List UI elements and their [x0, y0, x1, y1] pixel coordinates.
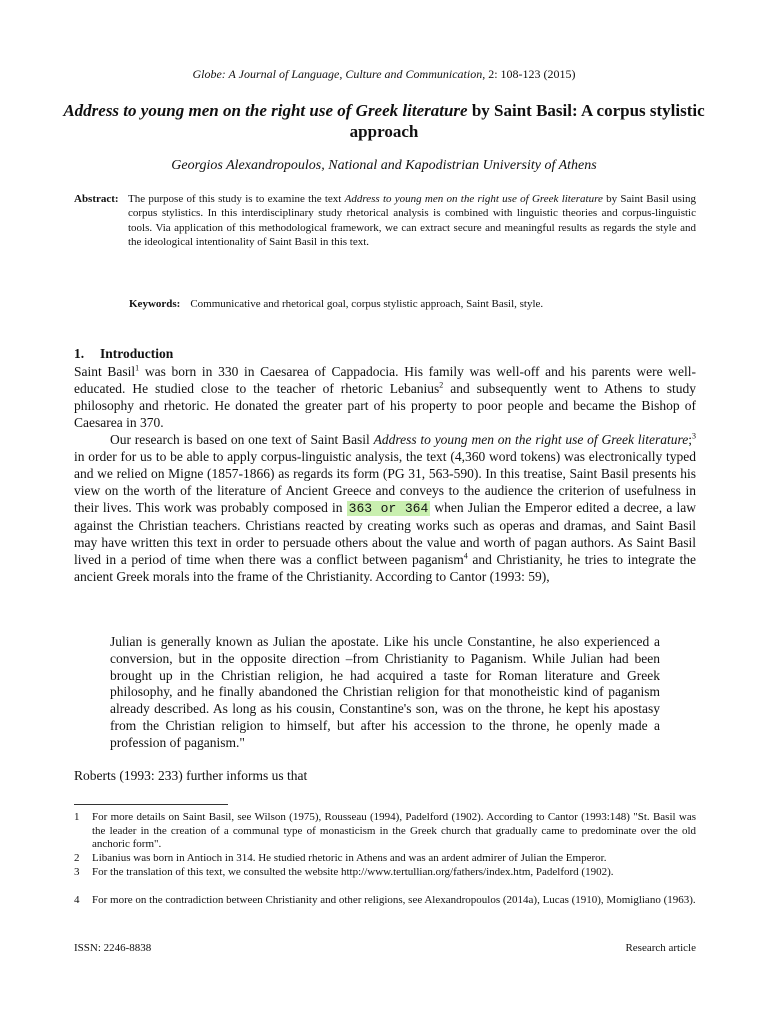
paragraph-1	[74, 363, 696, 431]
footnote-1	[74, 811, 696, 852]
abstract-text-italic: Address to young men on the right use of Greek literature	[344, 193, 603, 205]
footnote-3	[74, 866, 696, 880]
para1-text-c: and subsequently went to Athens to study philosophy and rhetoric. He donated the greater part of his property to poor people and became the Bishop of Caesarea in 370.	[74, 381, 697, 430]
section-number: 1.	[74, 346, 85, 361]
footer-article-type: Research article	[625, 942, 696, 954]
journal-header	[0, 67, 768, 82]
footnote-text: For more details on Saint Basil, see Wilson (1975), Rousseau (1994), Padelford (1902). According to Cantor (1993:148) "St. Basil was the leader in the creation of a communal type of monasticism in the Greek church that gradually came to predominate over the old anchoric form".	[92, 811, 696, 851]
journal-name: Globe: A Journal of Language, Culture and Communication	[192, 67, 483, 81]
body-text	[74, 363, 696, 585]
para2-italic-title: Address to young men on the right use of Greek literature	[373, 432, 689, 447]
author-line: Georgios Alexandropoulos, National and Kapodistrian University of Athens	[171, 158, 597, 173]
para2-text-a: Our research is based on one text of Saint Basil	[110, 432, 374, 447]
para2-text-b: ;	[688, 432, 692, 447]
footnote-number: 3	[74, 866, 80, 878]
roberts-line: Roberts (1993: 233) further informs us that	[74, 768, 308, 783]
abstract-text-2: by Saint Basil using corpus stylistics. In this interdisciplinary study rhetorical analysis is combined with linguistic theories and corpus-linguistic tools. Via application of this methodological framework, we can extract secure and meaningful results as regards the style and the ideological intentionality of Saint Basil in this text.	[128, 193, 696, 248]
footnote-text: Libanius was born in Antioch in 314. He studied rhetoric in Athens and was an ardent admirer of Julian the Emperor.	[92, 852, 607, 864]
footnote-divider	[74, 804, 228, 805]
abstract-block	[74, 192, 696, 249]
footnote-number: 2	[74, 852, 80, 864]
para2-text-e: and Christianity, he tries to integrate the ancient Greek morals into the frame of the Christianity. According to Cantor (1993: 59),	[74, 552, 696, 584]
para2-text-c: in order for us to be able to apply corpus-linguistic analysis, the text (4,360 word tokens) was electronically typed and we relied on Migne (1857-1866) as regards its form (PG 31, 563-590). In this treatise, Saint Basil presents his view on the worth of the literature of Ancient Greece and conveys to the audience the criterion of usefulness in their lives. This work was probably composed in	[74, 449, 696, 515]
paper-title	[60, 100, 708, 142]
footnote-2	[74, 852, 696, 866]
keywords-line	[129, 298, 543, 310]
section-title: Introduction	[100, 346, 174, 361]
footnote-ref-2[interactable]: 2	[439, 380, 444, 390]
footnote-text: For the translation of this text, we consulted the website http://www.tertullian.org/fathers/index.htm, Padelford (1902).	[92, 866, 614, 878]
footnote-ref-4[interactable]: 4	[463, 551, 468, 561]
footnote-number: 1	[74, 811, 80, 823]
footnote-text: For more on the contradiction between Christianity and other religions, see Alexandropoulos (2014a), Lucas (1910), Momigliano (1963).	[92, 894, 696, 906]
paragraph-2	[74, 431, 696, 585]
paper-title-italic: Address to young men on the right use of Greek literature	[63, 101, 468, 120]
para1-text-b: was born in 330 in Caesarea of Cappadocia. His family was well-off and his parents were well-educated. He studied close to the teacher of rhetoric Lebanius	[74, 364, 696, 396]
abstract-text-1: The purpose of this study is to examine the text	[128, 193, 345, 205]
journal-ref: , 2: 108-123 (2015)	[482, 67, 576, 81]
footnote-ref-1[interactable]: 1	[135, 363, 140, 373]
highlighted-date[interactable]: 363 or 364	[348, 501, 429, 516]
footnote-ref-3[interactable]: 3	[692, 431, 696, 441]
block-quote: Julian is generally known as Julian the apostate. Like his uncle Constantine, he also experienced a conversion, but in the opposite direction –from Christianity to Paganism. While Julian had been brought up in the Christian religion, he had acquired a taste for Roman literature and Greek philosophy, and he finally abandoned the Christian religion for that monotheistic kind of paganism already described. As long as his cousin, Constantine's son, was on the throne, he kept his apostasy from the Christian religion to himself, but after his accession to the throne, he openly made a profession of paganism."	[110, 634, 660, 750]
footnote-4	[74, 894, 696, 908]
para2-text-d: when Julian the Emperor edited a decree, a law against the Christian teachers. Christians reacted by creating works such as operas and dramas, and Saint Basil may have written this text in order to persuade others about the value and worth of pagan authors. As Saint Basil lived in a period of time when there was a conflict between paganism	[74, 500, 696, 567]
footnote-number: 4	[74, 894, 80, 906]
keywords-label: Keywords:	[129, 298, 181, 310]
keywords-text: Communicative and rhetorical goal, corpus stylistic approach, Saint Basil, style.	[190, 298, 544, 310]
abstract-label: Abstract:	[74, 193, 119, 205]
paper-title-rest: by Saint Basil: A corpus stylistic approach	[349, 101, 705, 141]
footer-issn: ISSN: 2246-8838	[74, 942, 152, 954]
section-heading	[74, 346, 173, 362]
para1-text-a: Saint Basil	[74, 364, 136, 379]
abstract-text	[128, 192, 696, 249]
